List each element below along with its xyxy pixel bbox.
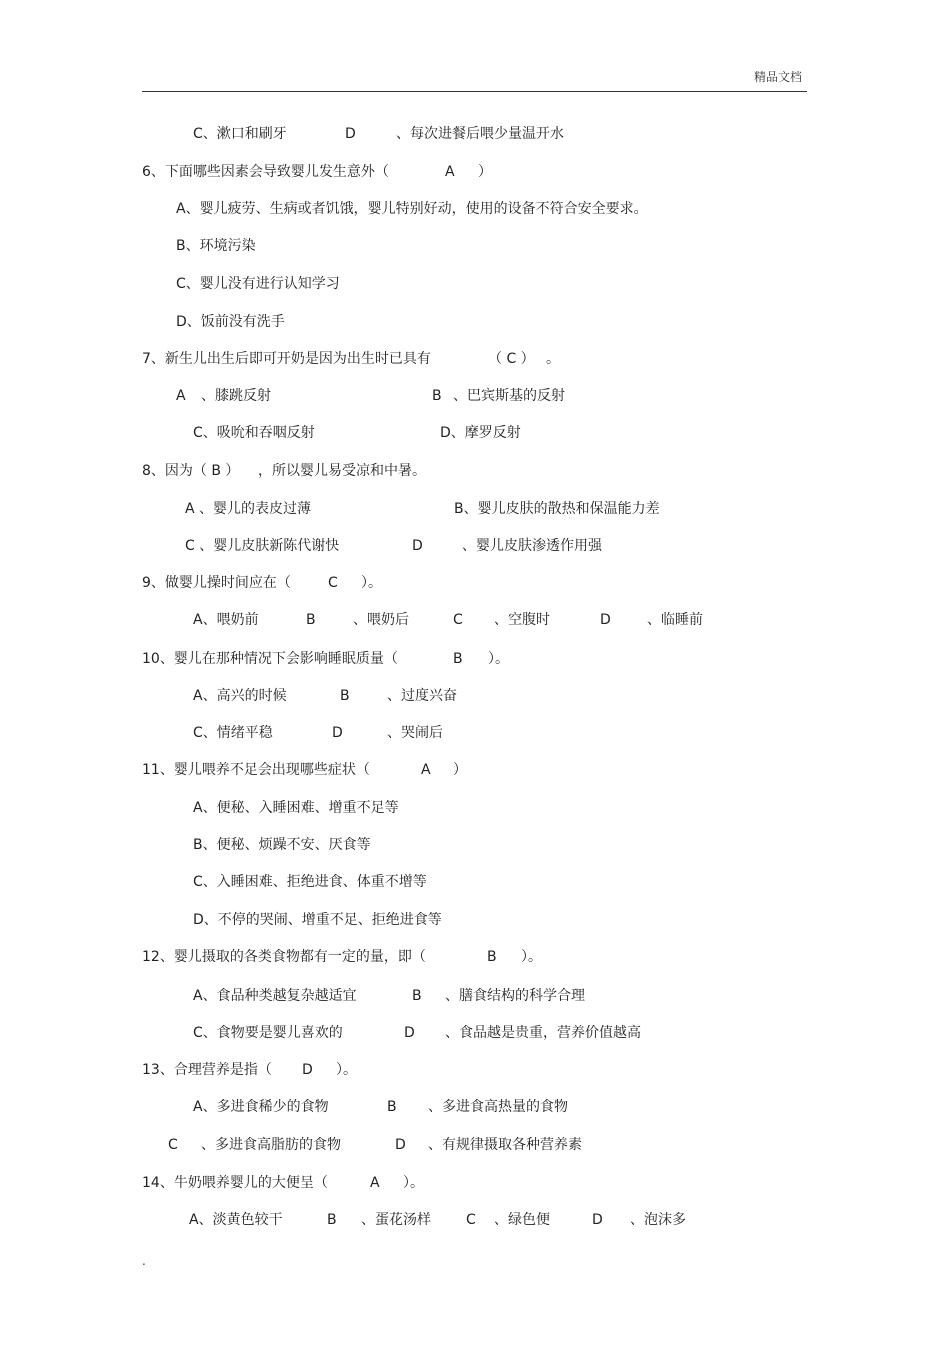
option-c-letter: C xyxy=(453,612,463,628)
answer-letter: （ C ） xyxy=(488,351,535,367)
answer-letter: D xyxy=(302,1062,313,1078)
answer-letter: C xyxy=(328,575,338,591)
option-d-text: 、哭闹后 xyxy=(387,725,443,741)
answer-close: ）。 xyxy=(361,575,382,591)
answer-close: ）。 xyxy=(521,949,542,965)
option-b-letter: B xyxy=(432,388,442,404)
option-d-text: 、婴儿皮肤渗透作用强 xyxy=(462,538,602,554)
question-stem: 10、婴儿在那种情况下会影响睡眠质量（ xyxy=(142,651,398,667)
option-a: A、多进食稀少的食物 xyxy=(193,1099,329,1115)
option-d-letter: D xyxy=(332,725,343,741)
option-c: C、食物要是婴儿喜欢的 xyxy=(193,1025,343,1041)
answer-close: ） xyxy=(478,164,492,180)
option-d-letter: D xyxy=(592,1212,603,1228)
option-c: C 、婴儿皮肤新陈代谢快 xyxy=(185,538,340,554)
header-title: 精品文档 xyxy=(753,70,802,84)
option-d-text: 、食品越是贵重，营养价值越高 xyxy=(445,1025,641,1041)
option-c: C、婴儿没有进行认知学习 xyxy=(176,276,340,292)
option-c: C、入睡困难、拒绝进食、体重不增等 xyxy=(193,874,427,890)
answer-letter: B xyxy=(487,949,497,965)
option-d-text: 、临睡前 xyxy=(647,612,703,628)
option-b-letter: B xyxy=(306,612,316,628)
answer-close: 。 xyxy=(546,351,560,367)
option-d-letter: D xyxy=(600,612,611,628)
option-c-letter: C xyxy=(168,1137,178,1153)
footer-mark: . xyxy=(142,1254,146,1268)
answer-close: ）。 xyxy=(336,1062,357,1078)
option-a: A、婴儿疲劳、生病或者饥饿，婴儿特别好动，使用的设备不符合安全要求。 xyxy=(176,201,648,217)
option-b-letter: B xyxy=(412,988,422,1004)
option-b-letter: B xyxy=(327,1212,337,1228)
option-d-letter: D xyxy=(412,538,423,554)
question-stem: 13、合理营养是指（ xyxy=(142,1062,272,1078)
option-c-text: 、绿色便 xyxy=(494,1212,550,1228)
option-b-text: 、喂奶后 xyxy=(353,612,409,628)
option-b-text: 、蛋花汤样 xyxy=(361,1212,431,1228)
option-c: C、情绪平稳 xyxy=(193,725,273,741)
option-a-letter: A xyxy=(176,388,186,404)
option-b: B、便秘、烦躁不安、厌食等 xyxy=(193,837,371,853)
option-c: C、漱口和刷牙 xyxy=(193,126,287,142)
answer-letter: B xyxy=(453,651,463,667)
answer-close: ）。 xyxy=(403,1175,424,1191)
option-d-text: 、每次进餐后喂少量温开水 xyxy=(396,126,564,142)
option-a: A、喂奶前 xyxy=(193,612,259,628)
question-stem: 14、牛奶喂养婴儿的大便呈（ xyxy=(142,1175,328,1191)
option-d: D、摩罗反射 xyxy=(440,425,521,441)
option-d-text: 、有规律摄取各种营养素 xyxy=(428,1137,582,1153)
header-rule xyxy=(142,91,807,92)
answer-letter: A xyxy=(421,762,431,778)
question-rest: ，所以婴儿易受凉和中暑。 xyxy=(258,463,426,479)
option-b-text: 、巴宾斯基的反射 xyxy=(453,388,565,404)
option-d-letter: D xyxy=(395,1137,406,1153)
option-a: A 、婴儿的表皮过薄 xyxy=(185,501,312,517)
question-stem: 7、新生儿出生后即可开奶是因为出生时已具有 xyxy=(142,351,431,367)
question-stem: 12、婴儿摄取的各类食物都有一定的量，即（ xyxy=(142,949,426,965)
question-stem: 8、因为（ B ） xyxy=(142,463,240,479)
question-stem: 11、婴儿喂养不足会出现哪些症状（ xyxy=(142,762,370,778)
question-stem: 6、下面哪些因素会导致婴儿发生意外（ xyxy=(142,164,389,180)
answer-letter: A xyxy=(445,164,455,180)
option-b-letter: B xyxy=(387,1099,397,1115)
option-b-text: 、过度兴奋 xyxy=(387,688,457,704)
question-stem: 9、做婴儿操时间应在（ xyxy=(142,575,291,591)
answer-close: ）。 xyxy=(488,651,509,667)
option-d: D、不停的哭闹、增重不足、拒绝进食等 xyxy=(193,912,442,928)
answer-close: ） xyxy=(453,762,467,778)
option-b-letter: B xyxy=(340,688,350,704)
option-a: A、便秘、入睡困难、增重不足等 xyxy=(193,800,399,816)
option-c-text: 、空腹时 xyxy=(494,612,550,628)
option-a: A、高兴的时候 xyxy=(193,688,287,704)
option-c-text: 、多进食高脂肪的食物 xyxy=(201,1137,341,1153)
option-d-text: 、泡沫多 xyxy=(630,1212,686,1228)
answer-letter: A xyxy=(370,1175,380,1191)
option-b: B、环境污染 xyxy=(176,238,256,254)
option-a-text: 、膝跳反射 xyxy=(201,388,271,404)
option-d-letter: D xyxy=(404,1025,415,1041)
option-c-letter: C xyxy=(466,1212,476,1228)
option-b: B、婴儿皮肤的散热和保温能力差 xyxy=(454,501,660,517)
option-d: D、饭前没有洗手 xyxy=(176,314,285,330)
option-b-text: 、膳食结构的科学合理 xyxy=(445,988,585,1004)
option-b-text: 、多进食高热量的食物 xyxy=(428,1099,568,1115)
option-a: A、淡黄色较干 xyxy=(189,1212,283,1228)
option-a: A、食品种类越复杂越适宜 xyxy=(193,988,357,1004)
option-c: C、吸吮和吞咽反射 xyxy=(193,425,315,441)
option-d-letter: D xyxy=(345,126,356,142)
